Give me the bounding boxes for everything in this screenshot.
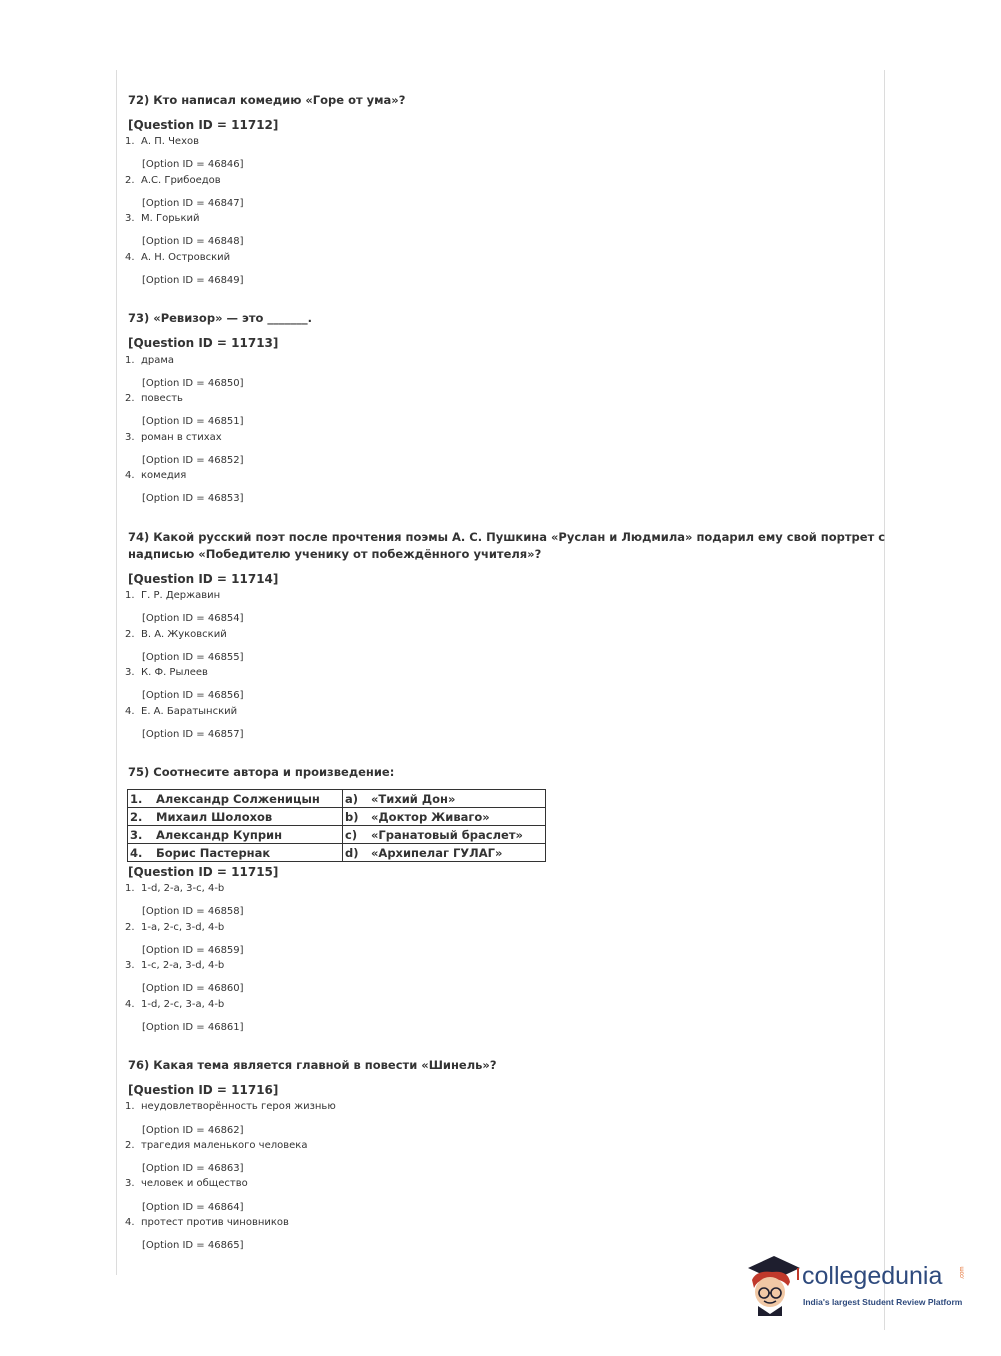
- option-text: А. П. Чехов: [141, 136, 200, 147]
- option-text: драма: [141, 355, 175, 366]
- table-cell-work: a) «Тихий Дон»: [343, 790, 546, 808]
- option-number: 2.: [125, 175, 135, 186]
- option-number: 3.: [125, 960, 135, 971]
- table-cell-work: c) «Гранатовый браслет»: [343, 826, 546, 844]
- question-76-option-3-id: [Option ID = 46864]: [142, 1202, 244, 1213]
- table-row: [128, 826, 546, 844]
- question-73-option-3: [125, 432, 222, 443]
- question-73-option-4-id: [Option ID = 46853]: [142, 493, 244, 504]
- question-74-text-line-1: 74) Какой русский поэт после прочтения поэмы А. С. Пушкина «Руслан и Людмила» подарил ему свой портрет с: [128, 530, 886, 544]
- question-73-option-1: [125, 355, 174, 366]
- option-text: роман в стихах: [141, 432, 222, 443]
- option-text: М. Горький: [141, 213, 200, 224]
- question-74-id: [Question ID = 11714]: [128, 572, 279, 586]
- question-76-option-2-id: [Option ID = 46863]: [142, 1163, 244, 1174]
- question-72-option-4-id: [Option ID = 46849]: [142, 275, 244, 286]
- question-76-option-4-id: [Option ID = 46865]: [142, 1240, 244, 1251]
- question-75-option-1: [125, 883, 224, 894]
- question-74-option-2-id: [Option ID = 46855]: [142, 652, 244, 663]
- table-cell-author: 3. Александр Куприн: [128, 826, 343, 844]
- option-text: А. Н. Островский: [141, 252, 231, 263]
- page-margin-line-left: [116, 70, 117, 1275]
- option-number: 2.: [125, 1140, 135, 1151]
- option-number: 1.: [125, 355, 135, 366]
- question-72-option-3: [125, 213, 199, 224]
- option-text: неудовлетворённость героя жизнью: [141, 1101, 336, 1112]
- question-74-option-2: [125, 629, 227, 640]
- option-text: комедия: [141, 470, 187, 481]
- option-text: Г. Р. Державин: [141, 590, 221, 601]
- question-72-id: [Question ID = 11712]: [128, 118, 279, 132]
- table-cell-author: 2. Михаил Шолохов: [128, 808, 343, 826]
- question-75-option-3: [125, 960, 224, 971]
- table-cell-work: b) «Доктор Живаго»: [343, 808, 546, 826]
- table-row: [128, 808, 546, 826]
- question-74-option-1-id: [Option ID = 46854]: [142, 613, 244, 624]
- option-number: 3.: [125, 667, 135, 678]
- question-75-option-2: [125, 922, 224, 933]
- question-72-option-1-id: [Option ID = 46846]: [142, 159, 244, 170]
- option-text: повесть: [141, 393, 183, 404]
- option-number: 3.: [125, 432, 135, 443]
- question-75-id: [Question ID = 11715]: [128, 865, 279, 879]
- option-number: 4.: [125, 706, 135, 717]
- logo-tagline: India's largest Student Review Platform: [803, 1297, 963, 1307]
- option-number: 4.: [125, 999, 135, 1010]
- question-74-option-3-id: [Option ID = 46856]: [142, 690, 244, 701]
- option-text: протест против чиновников: [141, 1217, 289, 1228]
- option-number: 3.: [125, 213, 135, 224]
- option-text: 1-d, 2-a, 3-c, 4-b: [141, 883, 225, 894]
- logo-wordmark: collegedunia: [802, 1262, 943, 1290]
- option-number: 4.: [125, 252, 135, 263]
- option-text: К. Ф. Рылеев: [141, 667, 208, 678]
- question-74-option-3: [125, 667, 208, 678]
- option-number: 2.: [125, 393, 135, 404]
- question-75-option-1-id: [Option ID = 46858]: [142, 906, 244, 917]
- logo-suffix: .com: [959, 1266, 966, 1280]
- page-margin-line-right: [884, 70, 885, 1330]
- option-text: В. А. Жуковский: [141, 629, 227, 640]
- question-73-option-2: [125, 393, 183, 404]
- table-row: [128, 844, 546, 862]
- question-72-option-4: [125, 252, 230, 263]
- question-72-option-3-id: [Option ID = 46848]: [142, 236, 244, 247]
- student-mascot-icon: [742, 1250, 802, 1316]
- question-72-option-2-id: [Option ID = 46847]: [142, 198, 244, 209]
- question-74-option-1: [125, 590, 220, 601]
- question-75-text: 75) Соотнесите автора и произведение:: [128, 765, 395, 779]
- question-75-option-4-id: [Option ID = 46861]: [142, 1022, 244, 1033]
- option-number: 4.: [125, 1217, 135, 1228]
- question-76-option-1-id: [Option ID = 46862]: [142, 1125, 244, 1136]
- option-text: 1-d, 2-c, 3-a, 4-b: [141, 999, 225, 1010]
- question-76-option-1: [125, 1101, 336, 1112]
- question-72-option-1: [125, 136, 199, 147]
- option-number: 2.: [125, 629, 135, 640]
- option-text: Е. А. Баратынский: [141, 706, 238, 717]
- question-73-text: 73) «Ревизор» — это _______.: [128, 311, 313, 325]
- table-row: [128, 790, 546, 808]
- option-number: 2.: [125, 922, 135, 933]
- question-76-id: [Question ID = 11716]: [128, 1083, 279, 1097]
- option-number: 1.: [125, 590, 135, 601]
- question-73-option-2-id: [Option ID = 46851]: [142, 416, 244, 427]
- question-73-option-4: [125, 470, 186, 481]
- option-text: А.С. Грибоедов: [141, 175, 221, 186]
- collegedunia-logo: [742, 1250, 972, 1316]
- option-number: 1.: [125, 1101, 135, 1112]
- option-number: 1.: [125, 883, 135, 894]
- option-text: 1-c, 2-a, 3-d, 4-b: [141, 960, 225, 971]
- option-number: 3.: [125, 1178, 135, 1189]
- question-73-option-3-id: [Option ID = 46852]: [142, 455, 244, 466]
- question-74-option-4-id: [Option ID = 46857]: [142, 729, 244, 740]
- matching-table: [127, 789, 546, 862]
- question-75-option-4: [125, 999, 224, 1010]
- question-73-option-1-id: [Option ID = 46850]: [142, 378, 244, 389]
- option-text: человек и общество: [141, 1178, 248, 1189]
- table-cell-work: d) «Архипелаг ГУЛАГ»: [343, 844, 546, 862]
- question-73-id: [Question ID = 11713]: [128, 336, 279, 350]
- question-72-text: 72) Кто написал комедию «Горе от ума»?: [128, 93, 406, 107]
- option-text: 1-a, 2-c, 3-d, 4-b: [141, 922, 225, 933]
- table-cell-author: 1. Александр Солженицын: [128, 790, 343, 808]
- option-number: 4.: [125, 470, 135, 481]
- question-74-text-line-2: надписью «Победителю ученику от побеждённого учителя»?: [128, 547, 542, 561]
- option-number: 1.: [125, 136, 135, 147]
- question-72-option-2: [125, 175, 221, 186]
- question-74-option-4: [125, 706, 237, 717]
- question-75-option-2-id: [Option ID = 46859]: [142, 945, 244, 956]
- question-75-option-3-id: [Option ID = 46860]: [142, 983, 244, 994]
- question-76-text: 76) Какая тема является главной в повести «Шинель»?: [128, 1058, 497, 1072]
- question-76-option-2: [125, 1140, 307, 1151]
- table-cell-author: 4. Борис Пастернак: [128, 844, 343, 862]
- question-76-option-3: [125, 1178, 248, 1189]
- question-76-option-4: [125, 1217, 289, 1228]
- option-text: трагедия маленького человека: [141, 1140, 308, 1151]
